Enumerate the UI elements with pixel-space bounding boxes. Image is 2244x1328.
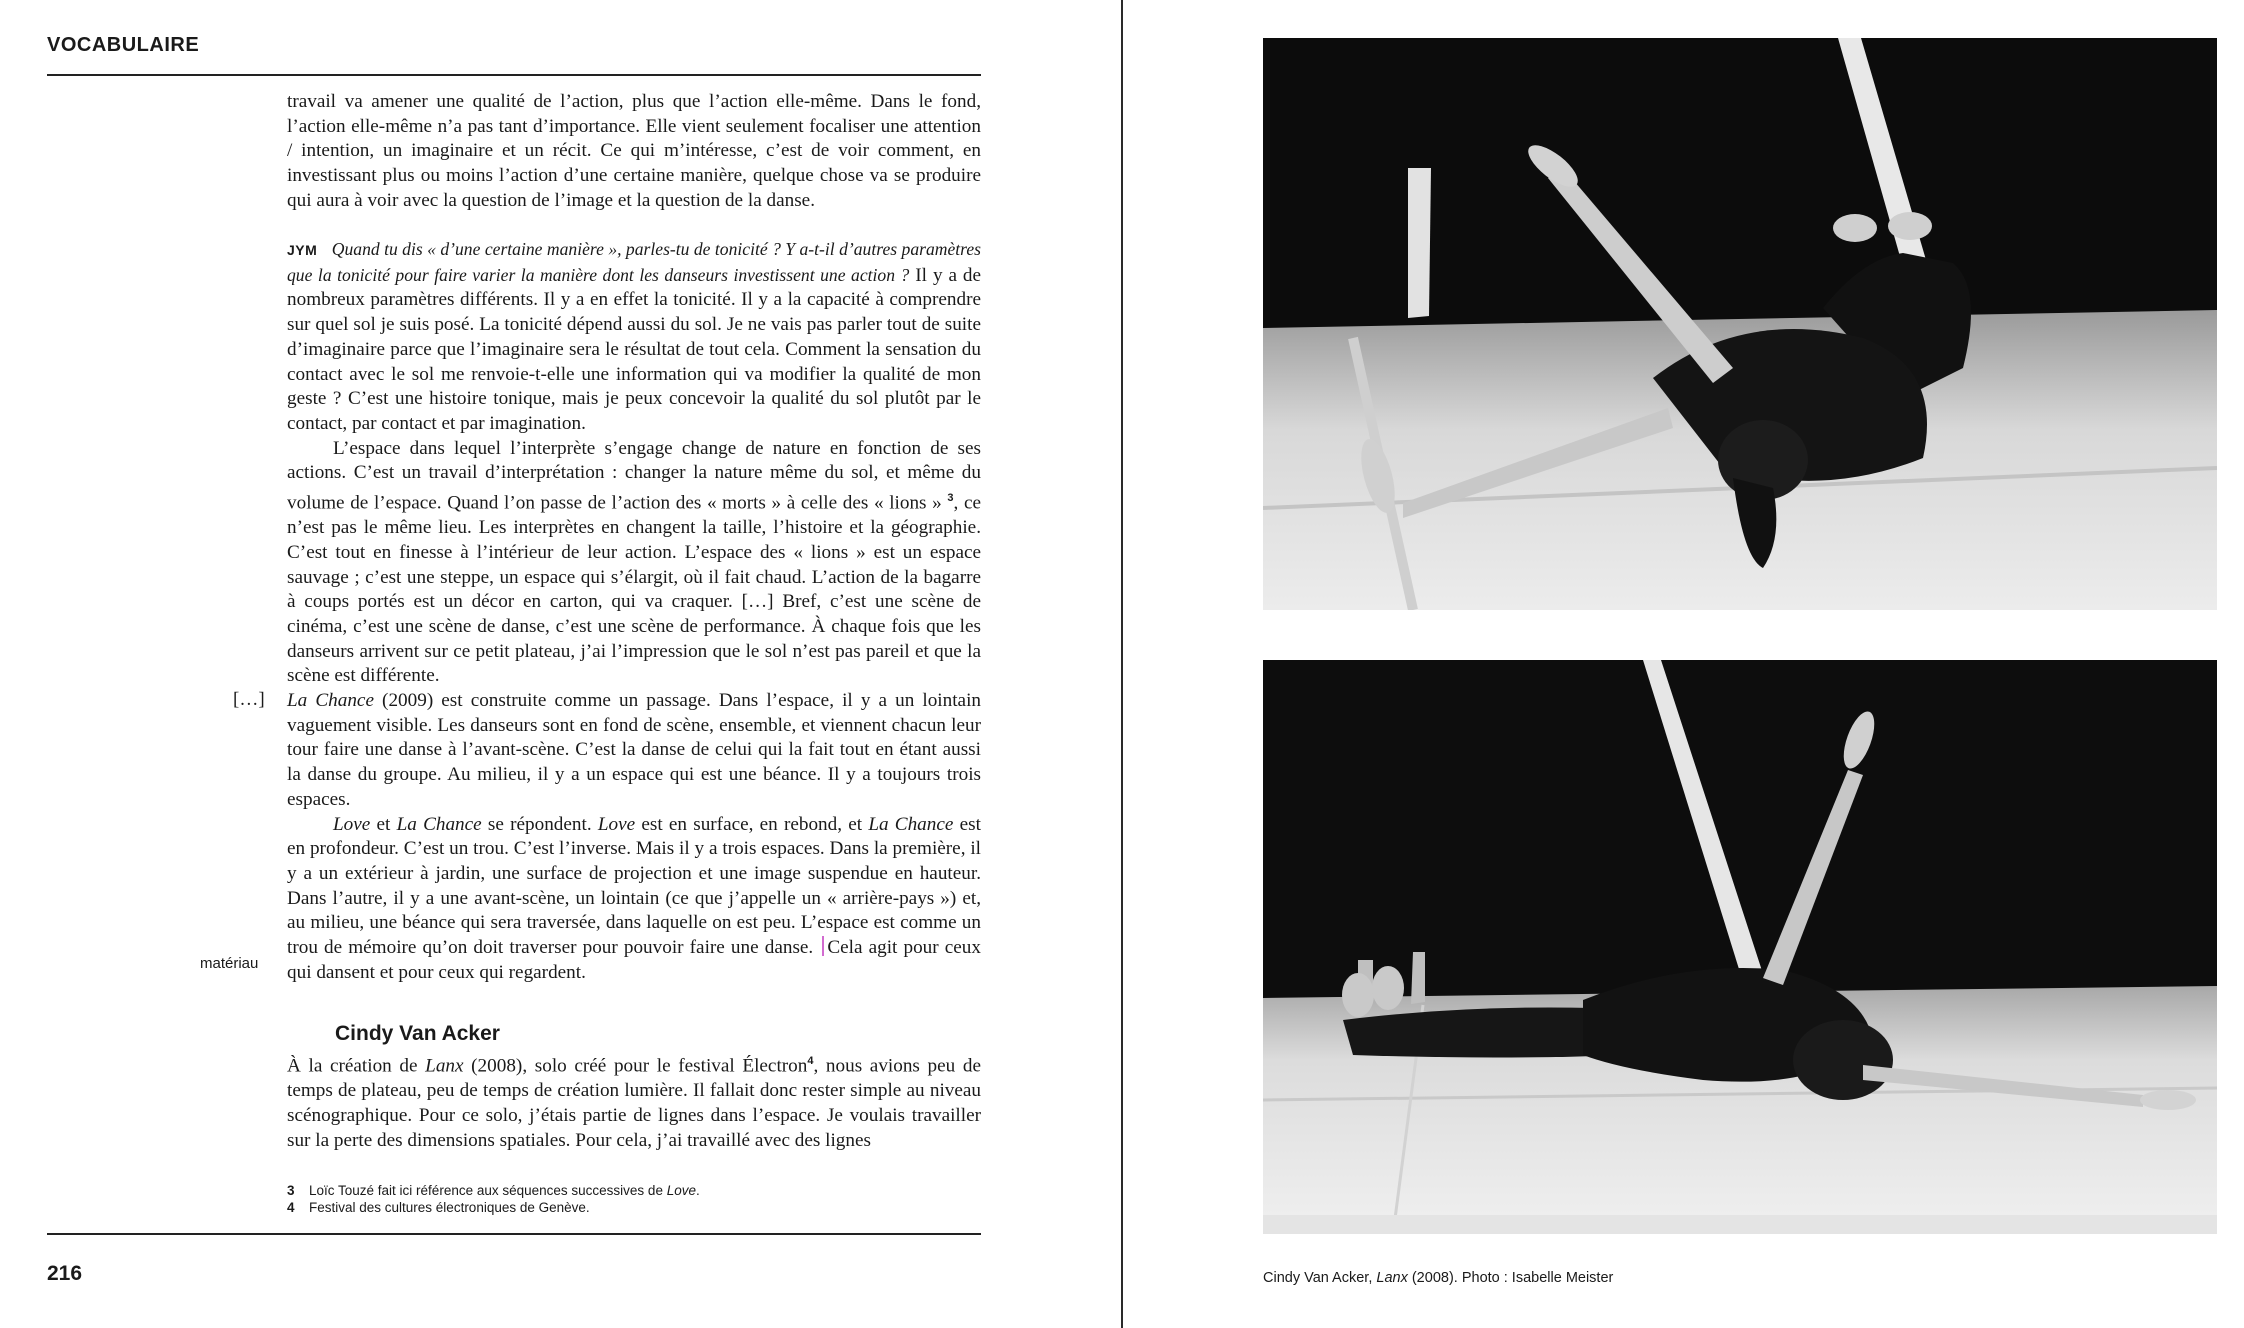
running-header: VOCABULAIRE <box>47 34 200 56</box>
footnote-ref[interactable]: 4 <box>807 1055 814 1067</box>
answer-paragraph <box>287 437 981 689</box>
footnote-number: 4 <box>287 1200 295 1215</box>
work-title: La Chance <box>868 813 954 835</box>
paragraph-text: Cela agit pour ceux qui dansent et pour ceux qui regardent. <box>287 937 981 983</box>
dance-photo-top <box>1263 38 2217 610</box>
footer-rule <box>47 1233 981 1235</box>
speaker-initials: JYM <box>287 242 318 258</box>
cindy-block <box>287 1049 981 1153</box>
work-title: Lanx <box>1376 1270 1408 1286</box>
margin-ellipsis: […] <box>233 689 265 710</box>
paragraph-text: se répondent. <box>481 813 598 835</box>
cross-reference-mark[interactable] <box>822 936 824 956</box>
work-title: Lanx <box>425 1055 464 1077</box>
interview-block <box>287 237 981 689</box>
paragraph-text: (2009) est construite comme un passage. Dans l’espace, il y a un lointain vaguement visible. Les danseurs sont en fond de scène, ensemble, et viennent chacun leur tour faire une danse à l’avant-scène. C’est la danse de celui qui la fait tout en étant aussi la danse du groupe. Au milieu, il y a un espace qui est une béance. Il y a toujours trois espaces. <box>287 690 981 810</box>
lachance-block <box>287 689 981 985</box>
answer-text: , ce n’est pas le même lieu. Les interprètes en changent la taille, l’histoire et la géographie. C’est tout en finesse à l’intérieur de leur action. L’espace des « lions » est un espace sauvage ; c’est une steppe, un espace qui s’élargit, où il fait chaud. L’action de la bagarre à coups portés est un décor en carton, qui va craquer. […] Bref, c’est une scène de cinéma, c’est une scène de danse, c’est une scène de performance. À chaque fois que les danseurs arrivent sur ce petit plateau, j’ai l’impression que le sol n’est pas pareil et que la scène est différente. <box>287 492 981 687</box>
caption-author: Cindy Van Acker, <box>1263 1270 1377 1286</box>
question-text: Quand tu dis « d’une certaine manière », parles-tu de tonicité ? Y a-t-il d’autres paramètres que la tonicité pour faire varier la manière dont les danseurs investissent une action ? <box>287 239 982 285</box>
paragraph-text: est en profondeur. C’est un trou. C’est l’inverse. Mais il y a trois espaces. Dans la première, il y a un extérieur à jardin, une surface de projection et une image suspendue en hauteur. Dans l’autre, il y a une avant-scène, un lointain (ce que j’appelle un « arrière-pays ») et, au milieu, une béance qui sera traversée, dans laquelle on est peu. L’espace est comme un trou de mémoire qu’on doit traverser pour pouvoir faire une danse. <box>287 813 981 959</box>
photo-illustration <box>1263 660 2217 1234</box>
paragraph-intro <box>287 90 981 214</box>
dance-photo-bottom <box>1263 660 2217 1234</box>
paragraph-text: À la création de <box>287 1055 426 1077</box>
paragraph-text: est en surface, en rebond, et <box>635 813 869 835</box>
work-title: Love <box>333 813 371 835</box>
right-page <box>1123 0 2244 1328</box>
margin-keyword[interactable]: matériau <box>200 955 259 972</box>
photo-caption <box>1263 1270 1613 1286</box>
header-rule <box>47 74 981 76</box>
footnote-text: Loïc Touzé fait ici référence aux séquences successives de <box>309 1183 667 1198</box>
paragraph-text: et <box>370 813 397 835</box>
page-number: 216 <box>47 1262 83 1285</box>
footnote <box>287 1182 700 1199</box>
paragraph-text: travail va amener une qualité de l’action, plus que l’action elle-même. Dans le fond, l’action elle-même n’a pas tant d’importance. Elle vient seulement focaliser une attention / intention, un imaginaire et un récit. Ce qui m’intéresse, c’est de voir comment, en investissant plus ou moins l’action d’une certaine manière, quelque chose va se produire qui aura à voir avec la question de l’image et la question de la danse. <box>287 91 981 211</box>
paragraph-text: , nous avions peu de temps de plateau, peu de temps de création lumière. Il fallait donc rester simple au niveau scénographique. Pour ce solo, j’étais partie de lignes dans l’espace. Je voulais travailler sur la perte des dimensions spatiales. Pour cela, j’ai travaillé avec des lignes <box>287 1055 981 1151</box>
footnotes <box>287 1182 700 1216</box>
work-title: La Chance <box>287 690 374 711</box>
photo-illustration <box>1263 38 2217 610</box>
left-page <box>0 0 1121 1328</box>
paragraph-text: (2008), solo créé pour le festival Électron <box>463 1055 808 1077</box>
section-title: Cindy Van Acker <box>335 1022 500 1045</box>
answer-text: Il y a de nombreux paramètres différents. Il y a en effet la tonicité. Il y a la capacité à comprendre sur quel sol je suis posé. La tonicité dépend aussi du sol. Je ne vais pas parler tout de suite d’imaginaire parce que l’imaginaire sera le résultat de tout cela. Comment la sensation du contact avec le sol me renvoie-t-elle une information qui va modifier la qualité de mon geste ? C’est une histoire tonique, mais je peux concevoir la qualité du sol plutôt par le contact, par contact et par imagination. <box>287 264 982 434</box>
work-title: Love <box>666 1183 696 1198</box>
question-paragraph <box>287 237 981 437</box>
work-title: La Chance <box>396 813 482 835</box>
answer-text: L’espace dans lequel l’interprète s’engage change de nature en fonction de ses actions. C’est un travail d’interprétation : changer la nature même du sol, et même du volume de l’espace. Quand l’on passe de l’action des « morts » à celle des « lions » <box>287 437 981 514</box>
cindy-paragraph <box>287 1049 981 1153</box>
caption-credit: (2008). Photo : Isabelle Meister <box>1407 1270 1614 1286</box>
footnote <box>287 1199 700 1216</box>
footnote-number: 3 <box>287 1183 295 1198</box>
footnote-ref[interactable]: 3 <box>947 492 954 505</box>
love-paragraph <box>287 813 981 986</box>
lachance-paragraph <box>287 689 981 813</box>
footnote-text: . <box>695 1183 700 1198</box>
work-title: Love <box>597 813 636 835</box>
footnote-text: Festival des cultures électroniques de Genève. <box>309 1200 590 1215</box>
